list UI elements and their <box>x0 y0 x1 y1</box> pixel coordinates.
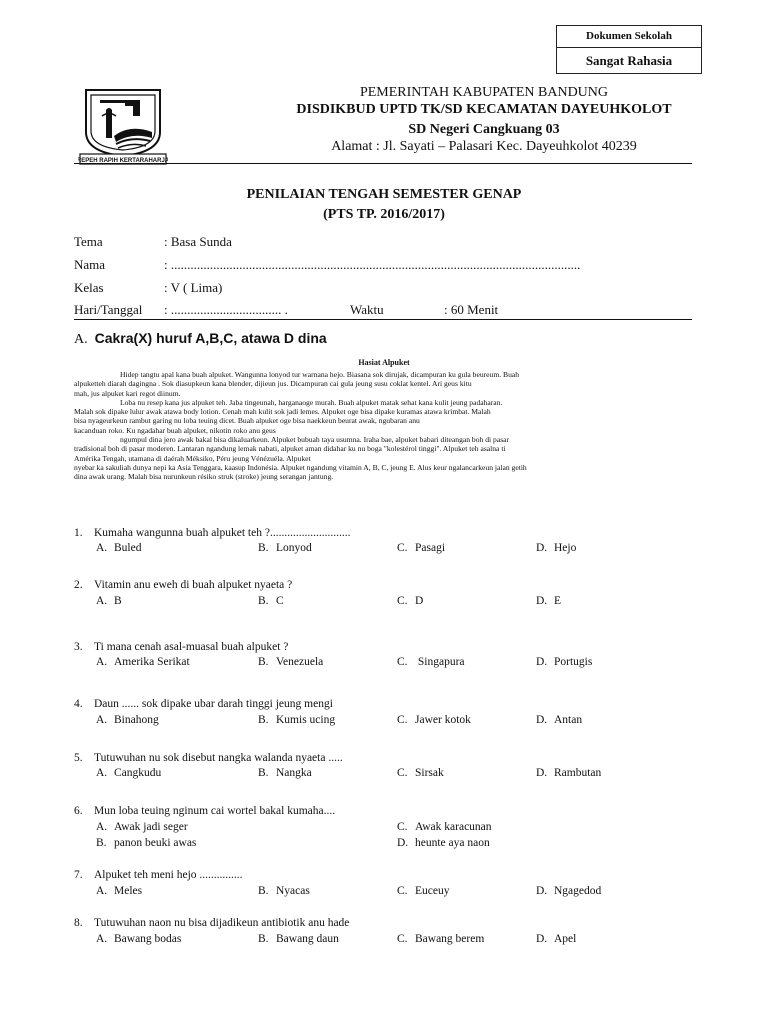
meta-divider <box>74 319 692 320</box>
option-2c[interactable]: C. D <box>397 595 424 607</box>
option-4d[interactable]: D. Antan <box>536 714 583 726</box>
question-number: 2. <box>74 579 83 591</box>
story-line: nyebar ka sakuliah dunya nepi ka Asia Tenggara, kaasup Indonésia. Alpuket ngandung vitamin A, B, C, jeung E. Alus keur ngalancarkeun jalan getih <box>74 462 527 472</box>
question-number: 4. <box>74 698 83 710</box>
header-line2: DISDIKBUD UPTD TK/SD KECAMATAN DAYEUHKOLOT <box>296 102 672 117</box>
option-6c[interactable]: C. Awak karacunan <box>397 821 492 833</box>
option-7d[interactable]: D. Ngagedod <box>536 885 602 897</box>
option-5a[interactable]: A. Cangkudu <box>96 767 162 779</box>
option-5c[interactable]: C. Sirsak <box>397 767 444 779</box>
option-3b[interactable]: B. Venezuela <box>258 656 324 668</box>
question-number: 5. <box>74 752 83 764</box>
option-6b[interactable]: B. panon beuki awas <box>96 837 197 849</box>
question-text: Daun ...... sok dipake ubar darah tinggi jeung mengi <box>94 698 333 710</box>
question-number: 7. <box>74 869 83 881</box>
question-3 <box>74 641 288 653</box>
option-2a[interactable]: A. B <box>96 595 122 607</box>
option-3a[interactable]: A. Amerika Serikat <box>96 656 190 668</box>
nama-field[interactable]: : .............................................................................................................................. <box>164 257 581 272</box>
option-6a[interactable]: A. Awak jadi seger <box>96 821 188 833</box>
question-text: Alpuket teh meni hejo ............... <box>94 869 243 881</box>
option-1a[interactable]: A. Buled <box>96 542 142 554</box>
question-number: 6. <box>74 805 83 817</box>
question-text: Tutuwuhan nu sok disebut nangka walanda nyaeta ..... <box>94 752 343 764</box>
story-line: mah, jus alpuket kari regot diinum. <box>74 388 181 398</box>
option-8b[interactable]: B. Bawang daun <box>258 933 339 945</box>
hari-tanggal-field[interactable]: : .................................. . <box>164 302 288 317</box>
option-8a[interactable]: A. Bawang bodas <box>96 933 182 945</box>
option-8c[interactable]: C. Bawang berem <box>397 933 485 945</box>
document-classification-box <box>556 25 702 74</box>
question-7 <box>74 869 243 881</box>
story-line: dina awak urang. Malah bisa nurunkeun résiko struk (stroke) jeung serangan jantung. <box>74 472 334 482</box>
exam-subtitle: (PTS TP. 2016/2017) <box>323 207 445 222</box>
header-divider <box>74 163 692 164</box>
story-line: Loba nu resep kana jus alpuket teh. Jaba tingeunah, harganaoge murah. Buah alpuket matak sehat kana kulit jeung padaharan. <box>120 397 503 407</box>
option-4b[interactable]: B. Kumis ucing <box>258 714 336 726</box>
story-line: bisa nyageurkeun rambut garing nu loba teuing dicet. Buah alpuket oge bisa naekkeun beurat awak, ngubaran anu <box>74 416 420 426</box>
kelas-label: Kelas <box>74 280 104 295</box>
option-7c[interactable]: C. Euceuy <box>397 885 450 897</box>
option-3d[interactable]: D. Portugis <box>536 656 593 668</box>
section-a-instruction: Cakra(X) huruf A,B,C, atawa D dina <box>94 330 327 346</box>
exam-title: PENILAIAN TENGAH SEMESTER GENAP <box>246 187 522 202</box>
question-8 <box>74 917 349 929</box>
doc-box-row1: Dokumen Sekolah <box>557 26 701 48</box>
option-1d[interactable]: D. Hejo <box>536 542 577 554</box>
option-4a[interactable]: A. Binahong <box>96 714 159 726</box>
option-5d[interactable]: D. Rambutan <box>536 767 602 779</box>
bandung-regency-emblem-icon <box>78 86 168 166</box>
story-text <box>74 370 692 482</box>
kelas-value: : V ( Lima) <box>164 280 223 295</box>
section-a-letter: A. <box>74 332 88 347</box>
story-line: tradisional boh di pasar moderen. Lantaran ngandung lemak nabati, alpuket aman didahar ku nu boga "kolestérol tinggi". Alpuket teh asalna ti <box>74 444 506 454</box>
option-4c[interactable]: C. Jawer kotok <box>397 714 471 726</box>
option-5b[interactable]: B. Nangka <box>258 767 312 779</box>
question-text: Mun loba teuing nginum cai wortel bakal kumaha.... <box>94 805 336 817</box>
story-title: Hasiat Alpuket <box>358 358 410 367</box>
doc-box-row2: Sangat Rahasia <box>585 53 673 68</box>
question-number: 8. <box>74 917 83 929</box>
question-text: Kumaha wangunna buah alpuket teh ?............................ <box>94 527 351 539</box>
nama-label: Nama <box>74 257 106 272</box>
question-6 <box>74 805 335 817</box>
option-7b[interactable]: B. Nyacas <box>258 885 310 897</box>
option-1b[interactable]: B. Lonyod <box>258 542 312 554</box>
question-1 <box>74 527 350 539</box>
question-number: 1. <box>74 527 83 539</box>
tema-value: : Basa Sunda <box>164 234 232 249</box>
story-line: kacanduan roko. Ku ngadahar buah alpuket, nikotin roko anu geus <box>74 425 276 435</box>
option-2d[interactable]: D. E <box>536 595 562 607</box>
option-6d[interactable]: D. heunte aya naon <box>397 837 490 849</box>
story-line: alpuketteh diarah dagingna . Sok diasupkeun kana blender, dijieun jus. Dicampuran cai gula jeung susu coklat kentel. Ari geus kitu <box>74 379 472 389</box>
story-line: Hidep tangtu apal kana buah alpuket. Wangunna lonyod tur warnana hejo. Biasana sok dirujak, dicampuran ku gula beureum. Buah <box>120 370 520 379</box>
waktu-value: : 60 Menit <box>444 302 499 317</box>
option-7a[interactable]: A. Meles <box>96 885 143 897</box>
question-4 <box>74 698 333 710</box>
header-school-name: SD Negeri Cangkuang 03 <box>408 122 560 137</box>
question-5 <box>74 752 343 764</box>
story-line: Amérika Tengah, utamana di daérah Méksiko, Péru jeung Vénézuéla. Alpuket <box>74 453 311 463</box>
waktu-label: Waktu <box>350 302 384 317</box>
option-3c[interactable]: C. Singapura <box>397 656 465 668</box>
tema-label: Tema <box>74 234 103 249</box>
option-2b[interactable]: B. C <box>258 595 284 607</box>
option-8d[interactable]: D. Apel <box>536 933 577 945</box>
option-1c[interactable]: C. Pasagi <box>397 542 446 554</box>
section-a-heading <box>74 330 327 348</box>
header-address: Alamat : Jl. Sayati – Palasari Kec. Dayeuhkolot 40239 <box>331 139 637 154</box>
story-line: Malah sok dipake lulur awak atawa body lotion. Cenah mah kulit sok jadi lemes. Alpuket oge bisa dipake kuramas atawa krimbat. Malah <box>74 407 491 417</box>
question-text: Tutuwuhan naon nu bisa dijadikeun antibiotik anu hade <box>94 917 350 929</box>
logo-motto: REPEH RAPIH KERTARAHARJA <box>78 158 168 164</box>
header-line1: PEMERINTAH KABUPATEN BANDUNG <box>359 85 609 100</box>
question-text: Vitamin anu eweh di buah alpuket nyaeta ? <box>94 579 293 591</box>
question-text: Ti mana cenah asal-muasal buah alpuket ? <box>94 641 289 653</box>
question-2 <box>74 579 292 591</box>
story-line: ngumpul dina jero awak bakal bisa dikaluarkeun. Alpuket bubuah taya usumna. Iraha bae, alpuket babari diteangan boh di pasar <box>120 435 510 445</box>
question-number: 3. <box>74 641 83 653</box>
hari-tanggal-label: Hari/Tanggal <box>74 302 143 317</box>
